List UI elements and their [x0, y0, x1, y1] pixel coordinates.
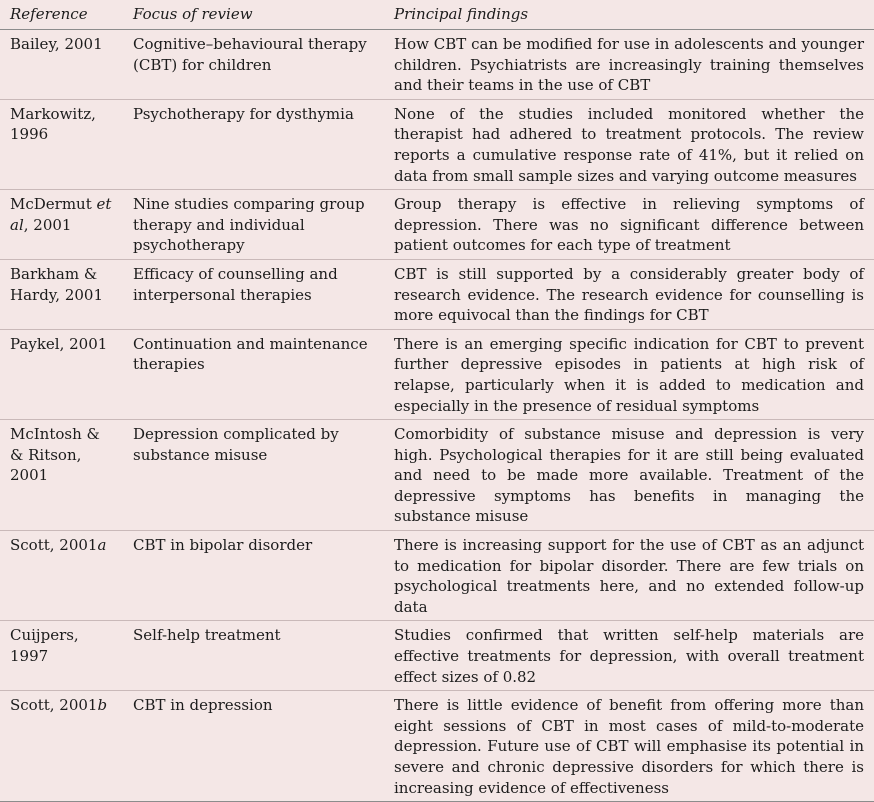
reference-cell: Markowitz, 1996	[0, 99, 123, 189]
reference-cell: Bailey, 2001	[0, 30, 123, 100]
findings-cell: None of the studies included monitored whether the therapist had adhered to treatment protocols. The review reports a cumulative response rate of 41%, but it relied on data from small sample sizes and varying outcome measures	[388, 99, 874, 189]
reference-cell	[0, 190, 123, 260]
reference-cell: McIntosh & & Ritson, 2001	[0, 420, 123, 531]
focus-cell: Continuation and maintenance therapies	[123, 329, 388, 419]
reference-suffix: a	[97, 536, 107, 555]
reference-suffix: b	[97, 696, 108, 715]
findings-cell: How CBT can be modified for use in adolescents and younger children. Psychiatrists are increasingly training themselves and their teams in the use of CBT	[388, 30, 874, 100]
focus-cell: Self-help treatment	[123, 621, 388, 691]
header-row	[0, 0, 874, 30]
focus-cell: Efficacy of counselling and interpersonal therapies	[123, 259, 388, 329]
reference-year: , 2001	[23, 215, 72, 234]
focus-cell: Nine studies comparing group therapy and individual psychotherapy	[123, 190, 388, 260]
table-row	[0, 99, 874, 189]
findings-cell: Group therapy is effective in relieving symptoms of depression. There was no significant difference between patient outcomes for each type of treatment	[388, 190, 874, 260]
reference-author: McDermut	[10, 195, 97, 214]
table-row	[0, 190, 874, 260]
focus-cell: Cognitive–behavioural therapy (CBT) for children	[123, 30, 388, 100]
reference-author: Scott, 2001	[10, 536, 98, 555]
table-row	[0, 259, 874, 329]
header-findings: Principal findings	[388, 0, 874, 30]
table-row	[0, 691, 874, 802]
findings-cell: There is increasing support for the use of CBT as an adjunct to medication for bipolar disorder. There are few trials on psychological treatments here, and no extended follow-up data	[388, 531, 874, 621]
focus-cell: CBT in depression	[123, 691, 388, 802]
header-reference: Reference	[0, 0, 123, 30]
table-row	[0, 621, 874, 691]
focus-cell: Depression complicated by substance misuse	[123, 420, 388, 531]
table-row	[0, 30, 874, 100]
reference-cell	[0, 531, 123, 621]
findings-cell: Comorbidity of substance misuse and depression is very high. Psychological therapies for it are still being evaluated and need to be made more available. Treatment of the depressive symptoms has benefits in managing the substance misuse	[388, 420, 874, 531]
focus-cell: CBT in bipolar disorder	[123, 531, 388, 621]
focus-cell: Psychotherapy for dysthymia	[123, 99, 388, 189]
reference-et-al: et al	[10, 195, 112, 234]
reference-cell: Paykel, 2001	[0, 329, 123, 419]
findings-cell: There is little evidence of benefit from offering more than eight sessions of CBT in most cases of mild-to-moderate depression. Future use of CBT will emphasise its potential in severe and chronic depressive disorders for which there is increasing evidence of effectiveness	[388, 691, 874, 802]
table-row	[0, 329, 874, 419]
findings-cell: There is an emerging specific indication for CBT to prevent further depressive episodes in patients at high risk of relapse, particularly when it is added to medication and especially in the presence of residual symptoms	[388, 329, 874, 419]
reference-cell: Cuijpers, 1997	[0, 621, 123, 691]
findings-cell: CBT is still supported by a considerably greater body of research evidence. The research evidence for counselling is more equivocal than the findings for CBT	[388, 259, 874, 329]
reference-cell	[0, 691, 123, 802]
table-row	[0, 531, 874, 621]
reference-author: Scott, 2001	[10, 696, 98, 715]
header-focus: Focus of review	[123, 0, 388, 30]
reference-cell: Barkham & Hardy, 2001	[0, 259, 123, 329]
findings-cell: Studies confirmed that written self-help materials are effective treatments for depression, with overall treatment effect sizes of 0.82	[388, 621, 874, 691]
table-row	[0, 420, 874, 531]
